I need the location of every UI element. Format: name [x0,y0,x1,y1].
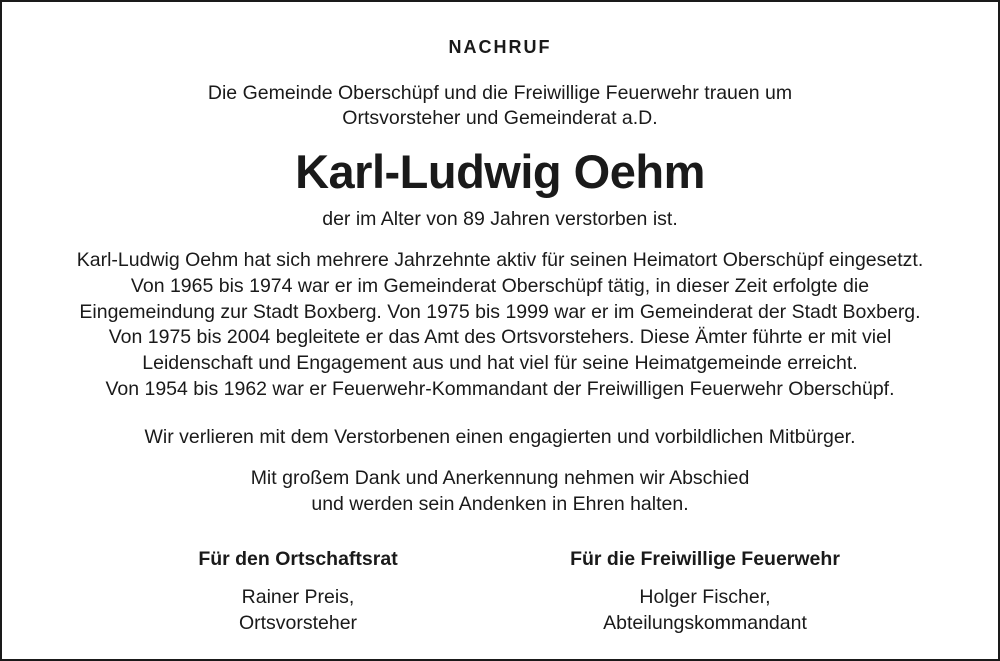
intro-line: Ortsvorsteher und Gemeinderat a.D. [342,107,658,129]
intro-line: Die Gemeinde Oberschüpf und die Freiwillige Feuerwehr trauen um [207,82,793,104]
biography-line: Von 1954 bis 1962 war er Feuerwehr-Kommandant der Freiwilligen Feuerwehr Oberschüpf. [105,377,895,400]
age-line: der im Alter von 89 Jahren verstorben ist. [322,208,678,230]
biography-line: Leidenschaft und Engagement aus und hat viel für seine Heimatgemeinde erreicht. [142,352,858,375]
signature-person: Holger Fischer, [639,586,771,608]
intro-text [2,81,998,131]
biography-line: Karl-Ludwig Oehm hat sich mehrere Jahrzehnte aktiv für seinen Heimatort Oberschüpf eingesetzt. [76,249,924,271]
signature-title: Für die Freiwillige Feuerwehr [570,548,840,570]
farewell-line: Mit großem Dank und Anerkennung nehmen wir Abschied [250,467,750,489]
obituary-heading: NACHRUF [448,37,552,57]
farewell-text [2,465,998,517]
signature-title: Für den Ortschaftsrat [198,548,398,570]
deceased-name: Karl-Ludwig Oehm [295,145,705,198]
signature-block-fire-brigade [555,546,855,636]
biography-line: Eingemeindung zur Stadt Boxberg. Von 1975 bis 1999 war er im Gemeinderat der Stadt Boxberg. [79,300,921,323]
biography-line: Von 1975 bis 2004 begleitete er das Amt des Ortsvorstehers. Diese Ämter führte er mit viel [108,326,892,349]
loss-statement: Wir verlieren mit dem Verstorbenen einen engagierten und vorbildlichen Mitbürger. [144,426,856,448]
signature-role: Abteilungskommandant [603,612,807,634]
signature-person: Rainer Preis, [241,586,355,608]
signature-block-council [148,546,448,636]
biography-text [2,248,998,403]
farewell-line: und werden sein Andenken in Ehren halten. [311,493,689,515]
signature-role: Ortsvorsteher [238,612,358,634]
biography-line: Von 1965 bis 1974 war er im Gemeinderat Oberschüpf tätig, in dieser Zeit erfolgte die [130,274,870,297]
